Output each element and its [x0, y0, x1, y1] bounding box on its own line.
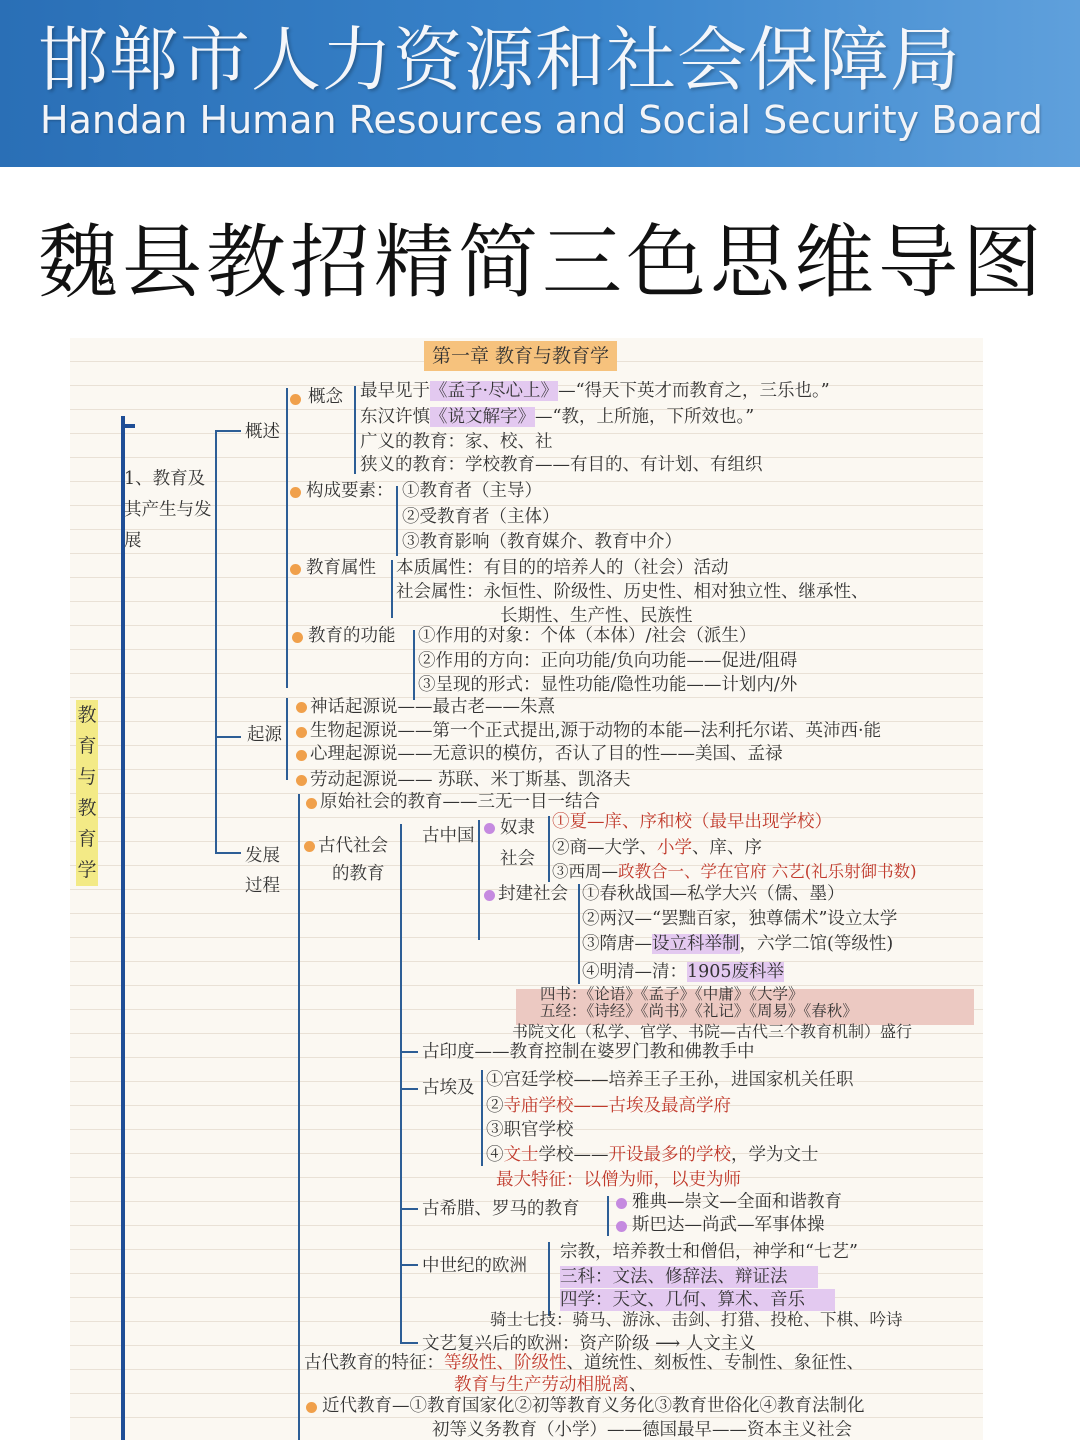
bullet-dot: [484, 823, 495, 834]
greece-tick: [400, 1208, 418, 1210]
branch-origin: 起源: [247, 725, 282, 745]
slavery-line-3: ③西周—政教合一、学在官府 六艺(礼乐射御书数): [552, 862, 917, 881]
branch-development-tick: [215, 852, 241, 854]
bullet-dot: [296, 775, 307, 786]
element-1: ①教育者（主导）: [402, 481, 542, 501]
concept-line-4: 狭义的教育：学校教育——有目的、有计划、有组织: [360, 455, 763, 475]
concept-line-1: 最早见于《孟子·尽心上》—“得天下英才而教育之，三乐也。”: [360, 381, 830, 401]
slavery-bracket: [548, 816, 550, 882]
arrow-right-icon: ⟶: [649, 1334, 686, 1354]
elements-bracket: [396, 486, 398, 556]
origin-line-1: 神话起源说——最古老——朱熹: [310, 697, 555, 717]
branch-origin-tick: [215, 736, 241, 738]
root-brace-line: [121, 416, 125, 1440]
egypt-feature: 最大特征：以僧为师，以吏为师: [496, 1170, 741, 1190]
classics-four-books: 四书：《论语》《孟子》《中庸》《大学》: [540, 985, 804, 1003]
overview-line: [286, 388, 288, 688]
element-2: ②受教育者（主体）: [402, 507, 560, 527]
greece-athens: 雅典—崇文—全面和谐教育: [632, 1192, 842, 1212]
greece-sparta: 斯巴达—尚武—军事体操: [632, 1215, 825, 1235]
banner-title-en: Handan Human Resources and Social Security Board: [40, 98, 1043, 142]
bullet-dot: [306, 798, 317, 809]
concept-line-3: 广义的教育：家、校、社: [360, 432, 553, 452]
origin-line-3: 心理起源说——无意识的模仿，否认了目的性——美国、孟禄: [310, 744, 783, 764]
bullet-dot: [484, 890, 495, 901]
feudal-line-3: ③隋唐—设立科举制，六学二馆(等级性): [582, 934, 894, 954]
bullet-dot: [290, 487, 301, 498]
knight-seven-skills: 骑士七技：骑马、游泳、击剑、打猎、投枪、下棋、吟诗: [490, 1310, 903, 1329]
bullet-dot: [616, 1198, 627, 1209]
element-3: ③教育影响（教育媒介、教育中介）: [402, 532, 682, 552]
ancient-society-label-2: 的教育: [332, 864, 385, 884]
greece-bracket: [607, 1196, 609, 1236]
ancient-society-label-1: 古代社会: [318, 836, 388, 856]
chapter-title: 第一章 教育与教育学: [424, 341, 617, 371]
function-line-1: ①作用的对象：个体（本体）/社会（派生）: [418, 626, 757, 646]
function-line-3: ③呈现的形式：显性功能/隐性功能——计划内/外: [418, 675, 798, 695]
branch-development: 发展过程: [245, 846, 280, 896]
classics-five-classics: 五经：《诗经》《尚书》《礼记》《周易》《春秋》: [540, 1002, 858, 1020]
china-line: [478, 820, 480, 940]
origin-line: [286, 698, 288, 780]
bullet-dot: [616, 1221, 627, 1232]
branch-overview-tick: [215, 430, 241, 432]
egypt-line-1: ①宫廷学校——培养王子王孙，进国家机关任职: [486, 1070, 854, 1090]
page-title: 魏县教招精简三色思维导图: [38, 216, 1046, 309]
section1-label: 1、教育及其产生与发展: [124, 469, 212, 551]
egypt-line-3: ③职官学校: [486, 1120, 574, 1140]
slavery-label-1: 奴隶: [500, 818, 535, 838]
concept-label: 概念: [308, 387, 343, 407]
banner-title-cn: 邯郸市人力资源和社会保障局: [38, 19, 961, 101]
feudal-line-2: ②两汉—“罢黜百家，独尊儒术”设立太学: [582, 909, 898, 929]
feudal-bracket: [578, 884, 580, 984]
slavery-label-2: 社会: [500, 849, 535, 869]
ancient-feature: 古代教育的特征：等级性、阶级性、道统性、刻板性、专制性、象征性、: [304, 1353, 864, 1373]
bullet-dot: [290, 394, 301, 405]
attribute-line-2: 社会属性：永恒性、阶级性、历史性、相对独立性、继承性、: [396, 582, 869, 602]
header-banner: [0, 0, 1080, 167]
greece-rome-label: 古希腊、罗马的教育: [422, 1199, 580, 1219]
ancient-india: 古印度——教育控制在婆罗门教和佛教手中: [422, 1042, 755, 1062]
india-tick: [400, 1051, 418, 1053]
attribute-line-1: 本质属性：有目的的培养人的（社会）活动: [396, 558, 729, 578]
ancient-feature-2: 教育与生产劳动相脱离、: [454, 1375, 647, 1395]
medieval-trivium: 三科：文法、修辞法、辩证法: [560, 1266, 818, 1288]
egypt-bracket: [481, 1070, 483, 1166]
medieval-tick: [400, 1264, 418, 1266]
medieval-label: 中世纪的欧洲: [422, 1256, 527, 1276]
function-label: 教育的功能: [308, 626, 396, 646]
bullet-dot: [292, 632, 303, 643]
origin-line-4: 劳动起源说—— 苏联、米丁斯基、凯洛夫: [310, 770, 631, 790]
function-line-2: ②作用的方向：正向功能/负向功能——促进/阻碍: [418, 651, 798, 671]
branch-overview: 概述: [245, 422, 280, 442]
primitive-education: 原始社会的教育——三无一目一结合: [320, 792, 600, 812]
feudal-line-4: ④明清—清：1905废科举: [582, 962, 785, 982]
mindmap-note: [70, 338, 983, 1440]
bullet-dot: [290, 564, 301, 575]
root-brace-top: [121, 424, 135, 428]
medieval-bracket: [548, 1242, 550, 1316]
egypt-line-4: ④文士学校——开设最多的学校，学为文士: [486, 1145, 819, 1165]
concept-bracket: [354, 386, 356, 474]
elements-label: 构成要素：: [306, 481, 394, 501]
egypt-tick: [400, 1088, 418, 1090]
origin-line-2: 生物起源说——第一个正式提出,源于动物的本能—法利托尔诺、英沛西·能: [310, 721, 882, 741]
modern-education: 近代教育—①教育国家化②初等教育义务化③教育世俗化④教育法制化: [322, 1396, 865, 1416]
root-label: 教育与教育学: [76, 700, 98, 886]
feudal-line-1: ①春秋战国—私学大兴（儒、墨）: [582, 884, 845, 904]
bullet-dot: [304, 841, 315, 852]
attribute-line-3: 长期性、生产性、民族性: [500, 606, 693, 626]
development-line: [298, 794, 300, 1440]
attribute-bracket: [391, 560, 393, 618]
feudal-label: 封建社会: [498, 884, 568, 904]
bullet-dot: [306, 1402, 317, 1413]
slavery-line-1: ①夏—庠、序和校（最早出现学校）: [552, 812, 832, 832]
medieval-quadrivium: 四学：天文、几何、算术、音乐: [560, 1289, 835, 1311]
bullet-dot: [296, 727, 307, 738]
bullet-dot: [296, 702, 307, 713]
concept-line-2: 东汉许慎《说文解字》—“教，上所施，下所效也。”: [360, 407, 755, 427]
modern-compulsory: 初等义务教育（小学）——德国最早——资本主义社会: [432, 1420, 852, 1440]
ancient-china-label: 古中国: [422, 826, 475, 846]
renaissance-tick: [400, 1342, 418, 1344]
egypt-line-2: ②寺庙学校——古埃及最高学府: [486, 1096, 731, 1116]
attribute-label: 教育属性: [306, 558, 376, 578]
slavery-line-2: ②商—大学、小学、庠、序: [552, 838, 762, 858]
bullet-dot: [296, 750, 307, 761]
medieval-line-1: 宗教，培养教士和僧侣，神学和“七艺”: [560, 1242, 858, 1262]
ancient-egypt-label: 古埃及: [422, 1078, 475, 1098]
function-bracket: [413, 630, 415, 700]
academy-culture: 书院文化（私学、官学、书院—古代三个教育机制）盛行: [512, 1022, 913, 1041]
renaissance-line: 文艺复兴后的欧洲：资产阶级 ⟶ 人文主义: [422, 1334, 756, 1354]
section1-branch-line: [215, 430, 217, 854]
